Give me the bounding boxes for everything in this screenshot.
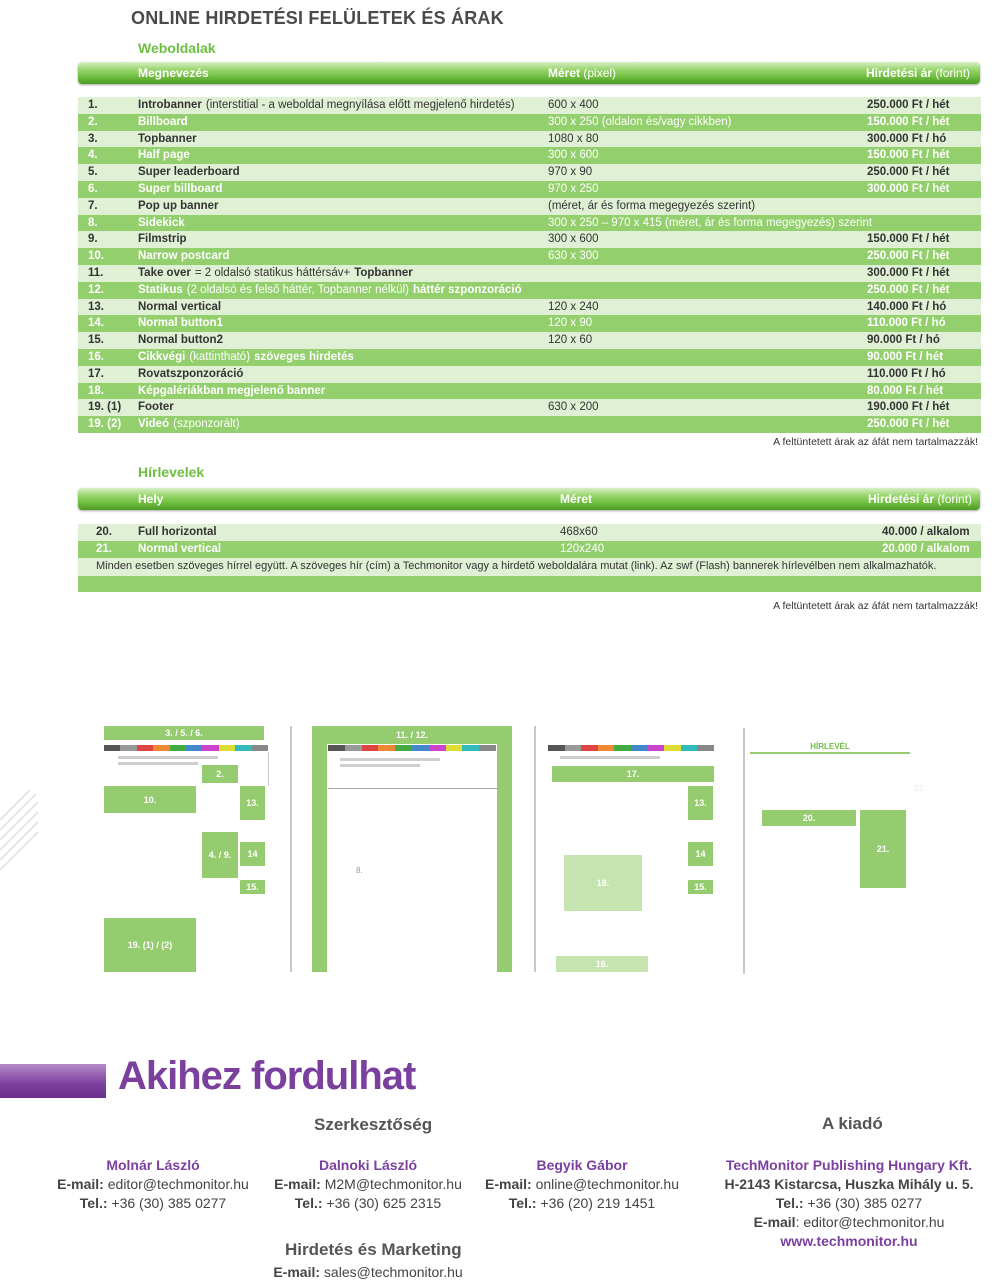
newsletter-footnote: Minden esetben szöveges hírrel együtt. A szöveges hír (cím) a Techmonitor vagy a hirdető weboldalára mutat (link). Az swf (Flash) bannerek hírlevélben nem alkalmazhatók. (96, 559, 937, 572)
row-name: Billboard (138, 115, 188, 128)
diagram-nav-strip (104, 745, 268, 751)
contact-name: Molnár László (106, 1157, 200, 1173)
row-size: 1080 x 80 (548, 132, 599, 145)
row-number: 15. (88, 334, 104, 347)
table-row (78, 349, 981, 366)
row-number: 5. (88, 166, 98, 179)
contact-person: Dalnoki László E-mail: M2M@techmonitor.hu Tel.: +36 (30) 625 2315 (258, 1156, 478, 1213)
row-name: Topbanner (138, 132, 197, 145)
marketing-email[interactable]: sales@techmonitor.hu (323, 1264, 463, 1280)
row-size: 120 x 240 (548, 300, 599, 313)
contact-name: Dalnoki László (318, 1157, 418, 1173)
diagram-normal-vertical: 21. (860, 810, 906, 888)
table-row (78, 399, 981, 416)
marketing-contact: E-mail: sales@techmonitor.hu (273, 1264, 463, 1280)
diagram-divider (534, 726, 536, 972)
diagram-subnav (560, 756, 660, 759)
row-price: 150.000 Ft / hét (867, 149, 950, 162)
row-price: 250.000 Ft / hét (867, 99, 950, 111)
diagram-subnav (118, 756, 218, 759)
row-price: 300.000 Ft / hét (867, 266, 950, 279)
row-price: 190.000 Ft / hét (867, 401, 950, 414)
contact-email[interactable]: editor@techmonitor.hu (107, 1176, 249, 1192)
row-number: 4. (88, 149, 98, 162)
row-number: 10. (88, 250, 104, 263)
diagram-button2: 15. (688, 880, 713, 894)
diagram-halfpage: 4. / 9. (202, 832, 238, 878)
newsletter-section-title: Hírlevelek (138, 464, 205, 480)
vat-note: A feltüntetett árak az áfát nem tartalmazzák! (773, 436, 978, 448)
editorial-title: Szerkesztőség (314, 1115, 433, 1134)
diagram-takeover-left (312, 744, 327, 972)
table-row-empty (78, 576, 981, 592)
publisher-phone: +36 (30) 385 0277 (807, 1195, 923, 1211)
contact-accent-bar (0, 1064, 106, 1098)
row-price: 90.000 Ft / hó (867, 334, 940, 347)
row-number: 19. (1) (88, 401, 122, 414)
row-size: 300 x 600 (548, 233, 599, 246)
contact-email[interactable]: M2M@techmonitor.hu (324, 1176, 462, 1192)
contact-person: Begyik Gábor E-mail: online@techmonitor.hu Tel.: +36 (20) 219 1451 (472, 1156, 692, 1213)
row-name: Videó (szponzorált) (138, 418, 240, 431)
row-price: 250.000 Ft / hét (867, 283, 950, 296)
row-number: 11. (88, 266, 104, 279)
row-name: Képgalériákban megjelenő banner (138, 384, 326, 397)
table-row (78, 282, 981, 299)
marketing-title: Hirdetés és Marketing (285, 1240, 462, 1259)
table-row (78, 131, 981, 148)
row-price: 90.000 Ft / hét (867, 350, 944, 363)
contact-phone: +36 (30) 385 0277 (111, 1195, 227, 1211)
diagram-divider (268, 752, 269, 786)
newsletter-table-header (78, 488, 980, 510)
row-price: 300.000 Ft / hó (867, 132, 947, 145)
diagram-small-label: 22. (914, 784, 926, 793)
col-header-name: Megnevezés (138, 66, 209, 80)
row-size: 300 x 250 (oldalon és/vagy cikkben) (548, 115, 732, 128)
diagram-vertical: 13. (240, 786, 265, 820)
contact-name: Begyik Gábor (536, 1157, 628, 1173)
table-row: 20. Full horizontal 468x60 40.000 / alkalom (78, 524, 981, 541)
nl-col-header-size: Méret (560, 492, 593, 506)
table-row (78, 215, 981, 232)
diagram-nav-strip (328, 745, 496, 751)
diagram-newsletter-line (750, 752, 910, 754)
row-price: 150.000 Ft / hét (867, 115, 950, 128)
nl-col-header-price: Hirdetési ár (forint) (868, 492, 973, 506)
table-row (78, 198, 981, 215)
row-price: 80.000 Ft / hét (867, 384, 944, 397)
table-row (78, 164, 981, 181)
row-name: Sidekick (138, 216, 185, 229)
row-number: 7. (88, 199, 98, 212)
diagram-topbanner: 3. / 5. / 6. (104, 726, 264, 740)
row-name: Super leaderboard (138, 166, 240, 179)
col-header-size: Méret (pixel) (548, 66, 617, 80)
web-table-header (78, 62, 980, 84)
row-price: 300.000 Ft / hét (867, 182, 950, 195)
row-number: 16. (88, 350, 104, 363)
table-row: 21. Normal vertical 120x240 20.000 / alkalom (78, 541, 981, 558)
newsletter-price-table (78, 524, 981, 592)
row-number: 3. (88, 132, 98, 145)
web-section-title: Weboldalak (138, 40, 216, 56)
publisher-title: A kiadó (822, 1114, 883, 1133)
diagram-postcard: 10. (104, 786, 196, 813)
row-name: Footer (138, 401, 174, 414)
row-price: 250.000 Ft / hét (867, 250, 950, 263)
table-row (78, 332, 981, 349)
table-row (78, 181, 981, 198)
page-title: ONLINE HIRDETÉSI FELÜLETEK ÉS ÁRAK (131, 8, 504, 28)
diagram-button1: 14 (688, 842, 713, 866)
row-name: Half page (138, 149, 190, 162)
row-number: 19. (2) (88, 418, 122, 431)
row-name: Pop up banner (138, 199, 219, 212)
diagram-text-ad: 16. (556, 956, 648, 972)
row-number: 6. (88, 182, 98, 195)
diagram-takeover-right (497, 744, 512, 972)
newsletter-footnote-row (78, 558, 981, 576)
table-row (78, 416, 981, 433)
web-price-table (78, 97, 981, 433)
row-number: 1. (88, 99, 98, 111)
row-size: (méret, ár és forma megegyezés szerint) (548, 199, 756, 212)
row-name: Narrow postcard (138, 250, 230, 263)
row-name: Cikkvégi (kattintható) szöveges hirdetés (138, 350, 354, 363)
table-row (78, 231, 981, 248)
table-row (78, 114, 981, 131)
table-row (78, 315, 981, 332)
diagram-subnav (340, 764, 420, 767)
table-row (78, 265, 981, 282)
diagram-vertical: 13. (688, 786, 713, 820)
diagram-takeover-top: 11. / 12. (312, 726, 512, 744)
vat-note-newsletter: A feltüntetett árak az áfát nem tartalmazzák! (773, 600, 978, 612)
diagram-full-horizontal: 20. (762, 810, 856, 826)
row-name: Normal button1 (138, 317, 223, 330)
row-price: 110.000 Ft / hó (867, 317, 946, 330)
row-size: 300 x 250 – 970 x 415 (méret, ár és forma megegyezés) szerint (548, 216, 873, 229)
row-price: 250.000 Ft / hét (867, 418, 950, 431)
diagram-divider (290, 726, 292, 972)
diagram-nav-strip (548, 745, 714, 751)
row-name: Normal vertical (138, 300, 222, 313)
row-size: 300 x 600 (548, 149, 599, 162)
diagram-newsletter-title: HÍRLEVÉL (810, 742, 850, 751)
diagram-subnav (118, 762, 198, 765)
row-price: 250.000 Ft / hét (867, 166, 950, 179)
table-row (78, 366, 981, 383)
contact-email[interactable]: online@techmonitor.hu (535, 1176, 679, 1192)
row-name: Super billboard (138, 182, 223, 195)
row-price: 110.000 Ft / hó (867, 367, 946, 380)
row-size: 600 x 400 (548, 99, 599, 111)
diagram-billboard: 2. (202, 765, 238, 783)
row-number: 2. (88, 115, 98, 128)
row-size: 120 x 60 (548, 334, 593, 347)
diagram-section-sponsor: 17. (552, 766, 714, 782)
row-size: 970 x 250 (548, 182, 599, 195)
row-number: 17. (88, 367, 104, 380)
diagram-sidekick-label: 8. (356, 866, 363, 875)
row-number: 8. (88, 216, 98, 229)
nl-col-header-name: Hely (138, 492, 164, 506)
contacts-heading: Akihez fordulhat (118, 1054, 416, 1098)
row-size: 120 x 90 (548, 317, 593, 330)
contact-person: Molnár László E-mail: editor@techmonitor.hu Tel.: +36 (30) 385 0277 (40, 1156, 266, 1213)
row-size: 970 x 90 (548, 166, 593, 179)
table-row (78, 147, 981, 164)
row-number: 9. (88, 233, 98, 246)
table-row (78, 383, 981, 400)
contact-phone: +36 (30) 625 2315 (326, 1195, 442, 1211)
row-size: 630 x 300 (548, 250, 599, 263)
publisher-website-link[interactable]: www.techmonitor.hu (780, 1233, 918, 1249)
decorative-stripes-icon (0, 790, 40, 870)
row-name: Filmstrip (138, 233, 187, 246)
publisher-block: TechMonitor Publishing Hungary Kft. H-2143 Kistarcsa, Huszka Mihály u. 5. Tel.: +36 (30) 385 0277 E-mail: editor@techmonitor.hu www.techmonitor.hu (700, 1156, 998, 1251)
diagram-content-line (328, 788, 497, 789)
row-number: 13. (88, 300, 104, 313)
publisher-email[interactable]: editor@techmonitor.hu (803, 1214, 945, 1230)
row-price: 140.000 Ft / hó (867, 300, 947, 313)
diagram-subnav (340, 758, 440, 761)
row-name: Statikus (2 oldalsó és felső háttér, Topbanner nélkül) háttér szponzoráció (138, 283, 522, 296)
row-size: 630 x 200 (548, 401, 599, 414)
publisher-address: H-2143 Kistarcsa, Huszka Mihály u. 5. (724, 1176, 974, 1192)
row-name: Rovatszponzoráció (138, 367, 244, 380)
table-row (78, 299, 981, 316)
diagram-divider (743, 728, 745, 974)
row-number: 18. (88, 384, 104, 397)
row-price: 150.000 Ft / hét (867, 233, 950, 246)
diagram-button2: 15. (240, 880, 265, 894)
col-header-price: Hirdetési ár (forint) (866, 66, 971, 80)
row-number: 14. (88, 317, 104, 330)
table-row (78, 248, 981, 265)
diagram-footer: 19. (1) / (2) (104, 918, 196, 972)
table-row (78, 97, 981, 114)
row-number: 12. (88, 283, 104, 296)
diagram-gallery-banner: 18. (564, 855, 642, 911)
row-name: Introbanner (interstitial - a weboldal megnyílása előtt megjelenő hirdetés) (138, 99, 515, 111)
contact-phone: +36 (20) 219 1451 (540, 1195, 656, 1211)
publisher-name: TechMonitor Publishing Hungary Kft. (725, 1157, 973, 1173)
diagram-button1: 14 (240, 842, 265, 866)
row-name: Take over = 2 oldalsó statikus háttérsáv+ Topbanner (138, 266, 413, 279)
row-name: Normal button2 (138, 334, 223, 347)
